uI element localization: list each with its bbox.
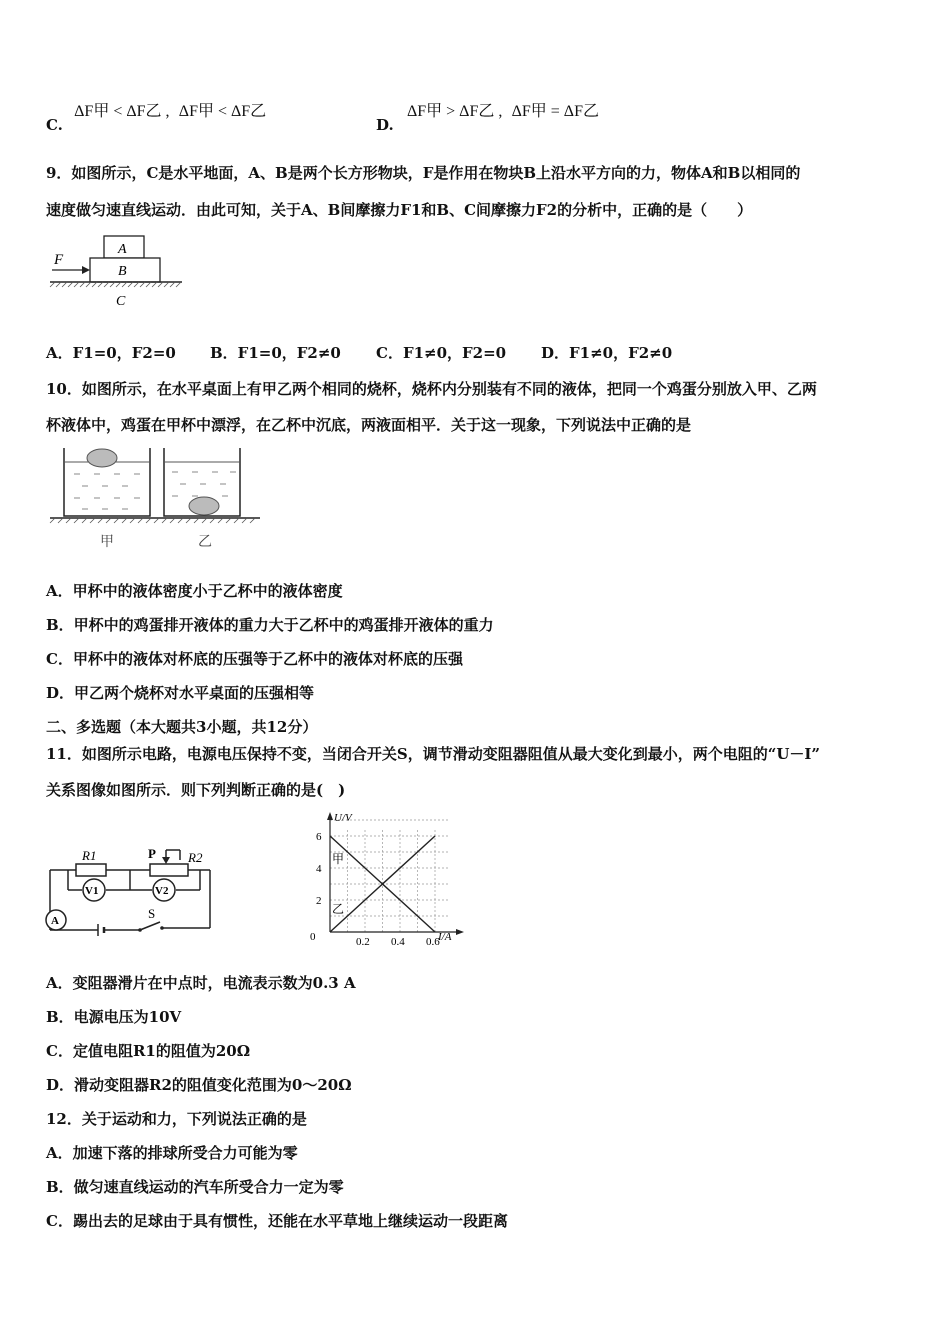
q9-option-a: A．F1=0，F2=0 [46, 344, 176, 362]
q11-stem-line2: 关系图像如图所示．则下列判断正确的是( ) [46, 781, 346, 799]
label-yi: 乙 [198, 535, 212, 550]
egg-jia [87, 449, 117, 467]
label-v2: V2 [155, 885, 169, 897]
series-label-2: 乙 [332, 901, 345, 916]
q11-option-b: B．电源电压为10V [46, 1008, 182, 1026]
q8-option-d [376, 103, 599, 135]
q8-option-c [46, 103, 267, 135]
switch-contact [160, 926, 164, 930]
label-r1: R1 [82, 848, 97, 863]
label-ammeter: A [51, 915, 59, 927]
q10-option-b: B．甲杯中的鸡蛋排开液体的重力大于乙杯中的鸡蛋排开液体的重力 [46, 616, 494, 634]
q12-option-a: A．加速下落的排球所受合力可能为零 [46, 1144, 298, 1162]
q11-circuit-diagram [40, 842, 220, 938]
resistor-r2 [150, 864, 188, 876]
q10-stem-line1: 10．如图所示，在水平桌面上有甲乙两个相同的烧杯，烧杯内分别装有不同的液体，把同一个鸡蛋分别放入甲、乙两 [46, 380, 817, 398]
chart-ylabel: U/V [334, 812, 352, 824]
chart-xlabel: I/A [438, 931, 452, 943]
section-title-multiple-choice: 二、多选题（本大题共3小题，共12分） [46, 718, 318, 736]
q9-stem-line2: 速度做匀速直线运动．由此可知，关于A、B间摩擦力F1和B、C间摩擦力F2的分析中，正确的是（ ） [46, 201, 753, 219]
y-tick-label: 4 [316, 863, 322, 875]
label-r2: R2 [188, 850, 203, 865]
q8-option-c-label: C. [46, 116, 63, 134]
q12-stem: 12．关于运动和力，下列说法正确的是 [46, 1110, 307, 1128]
q11-option-c: C．定值电阻R1的阻值为20Ω [46, 1042, 251, 1060]
label-s: S [148, 906, 156, 921]
egg-yi [189, 497, 219, 515]
q9-option-d: D．F1≠0，F2≠0 [541, 344, 673, 362]
q10-option-a: A．甲杯中的液体密度小于乙杯中的液体密度 [46, 582, 343, 600]
y-tick-label: 6 [316, 831, 322, 843]
q11-stem-line1: 11．如图所示电路，电源电压保持不变，当闭合开关S，调节滑动变阻器阻值从最大变化到最小，两个电阻的“U－I” [46, 745, 821, 763]
x-tick-label: 0.2 [356, 936, 370, 946]
x-axis-arrow-icon [456, 929, 464, 935]
label-b: B [118, 264, 127, 279]
resistor-r1 [76, 864, 106, 876]
circuit-wires [50, 850, 210, 930]
q8-option-d-label: D. [376, 116, 394, 134]
q9-option-c: C．F1≠0，F2=0 [376, 344, 507, 362]
label-f: F [54, 252, 64, 268]
q8-option-c-expr2: ΔF甲 < ΔF乙 [178, 103, 267, 120]
q11-option-d: D．滑动变阻器R2的阻值变化范围为0～20Ω [46, 1076, 352, 1094]
y-axis-arrow-icon [327, 812, 333, 820]
label-p: P [148, 846, 156, 861]
label-jia: 甲 [100, 535, 114, 550]
arrow-head-icon [82, 266, 90, 274]
switch-s [140, 922, 160, 930]
q12-option-b: B．做匀速直线运动的汽车所受合力一定为零 [46, 1178, 344, 1196]
x-tick-label: 0.4 [391, 936, 405, 946]
label-a: A [118, 242, 127, 257]
q10-option-c: C．甲杯中的液体对杯底的压强等于乙杯中的液体对杯底的压强 [46, 650, 463, 668]
q12-option-c: C．踢出去的足球由于具有惯性，还能在水平草地上继续运动一段距离 [46, 1212, 508, 1230]
label-v1: V1 [85, 885, 99, 897]
chart-origin-label: 0 [310, 931, 316, 943]
q11-option-a: A．变阻器滑片在中点时，电流表示数为0.3 A [46, 974, 356, 992]
q9-block-figure [46, 230, 186, 310]
q10-beaker-figure [46, 442, 266, 554]
q9-stem-line1: 9．如图所示，C是水平地面，A、B是两个长方形物块，F是作用在物块B上沿水平方向的力，物体A和B以相同的 [46, 164, 801, 182]
q11-ui-chart [296, 808, 468, 946]
q9-option-b: B．F1=0，F2≠0 [210, 344, 341, 362]
q10-stem-line2: 杯液体中，鸡蛋在甲杯中漂浮，在乙杯中沉底，两液面相平．关于这一现象，下列说法中正确的是 [46, 416, 692, 434]
q8-option-d-expr1: ΔF甲 > ΔF乙 , [406, 103, 503, 120]
y-tick-label: 2 [316, 895, 322, 907]
q10-option-d: D．甲乙两个烧杯对水平桌面的压强相等 [46, 684, 315, 702]
slider-p-icon [162, 857, 170, 864]
switch-pivot [138, 928, 142, 932]
liquid-jia [74, 474, 140, 509]
series-label-1: 甲 [332, 852, 345, 867]
q8-option-d-expr2: ΔF甲 = ΔF乙 [511, 103, 599, 120]
liquid-yi [172, 472, 236, 496]
x-tick-label: 0.6 [426, 936, 440, 946]
label-c: C [116, 294, 126, 309]
q8-option-c-expr1: ΔF甲 < ΔF乙 , [74, 103, 170, 120]
